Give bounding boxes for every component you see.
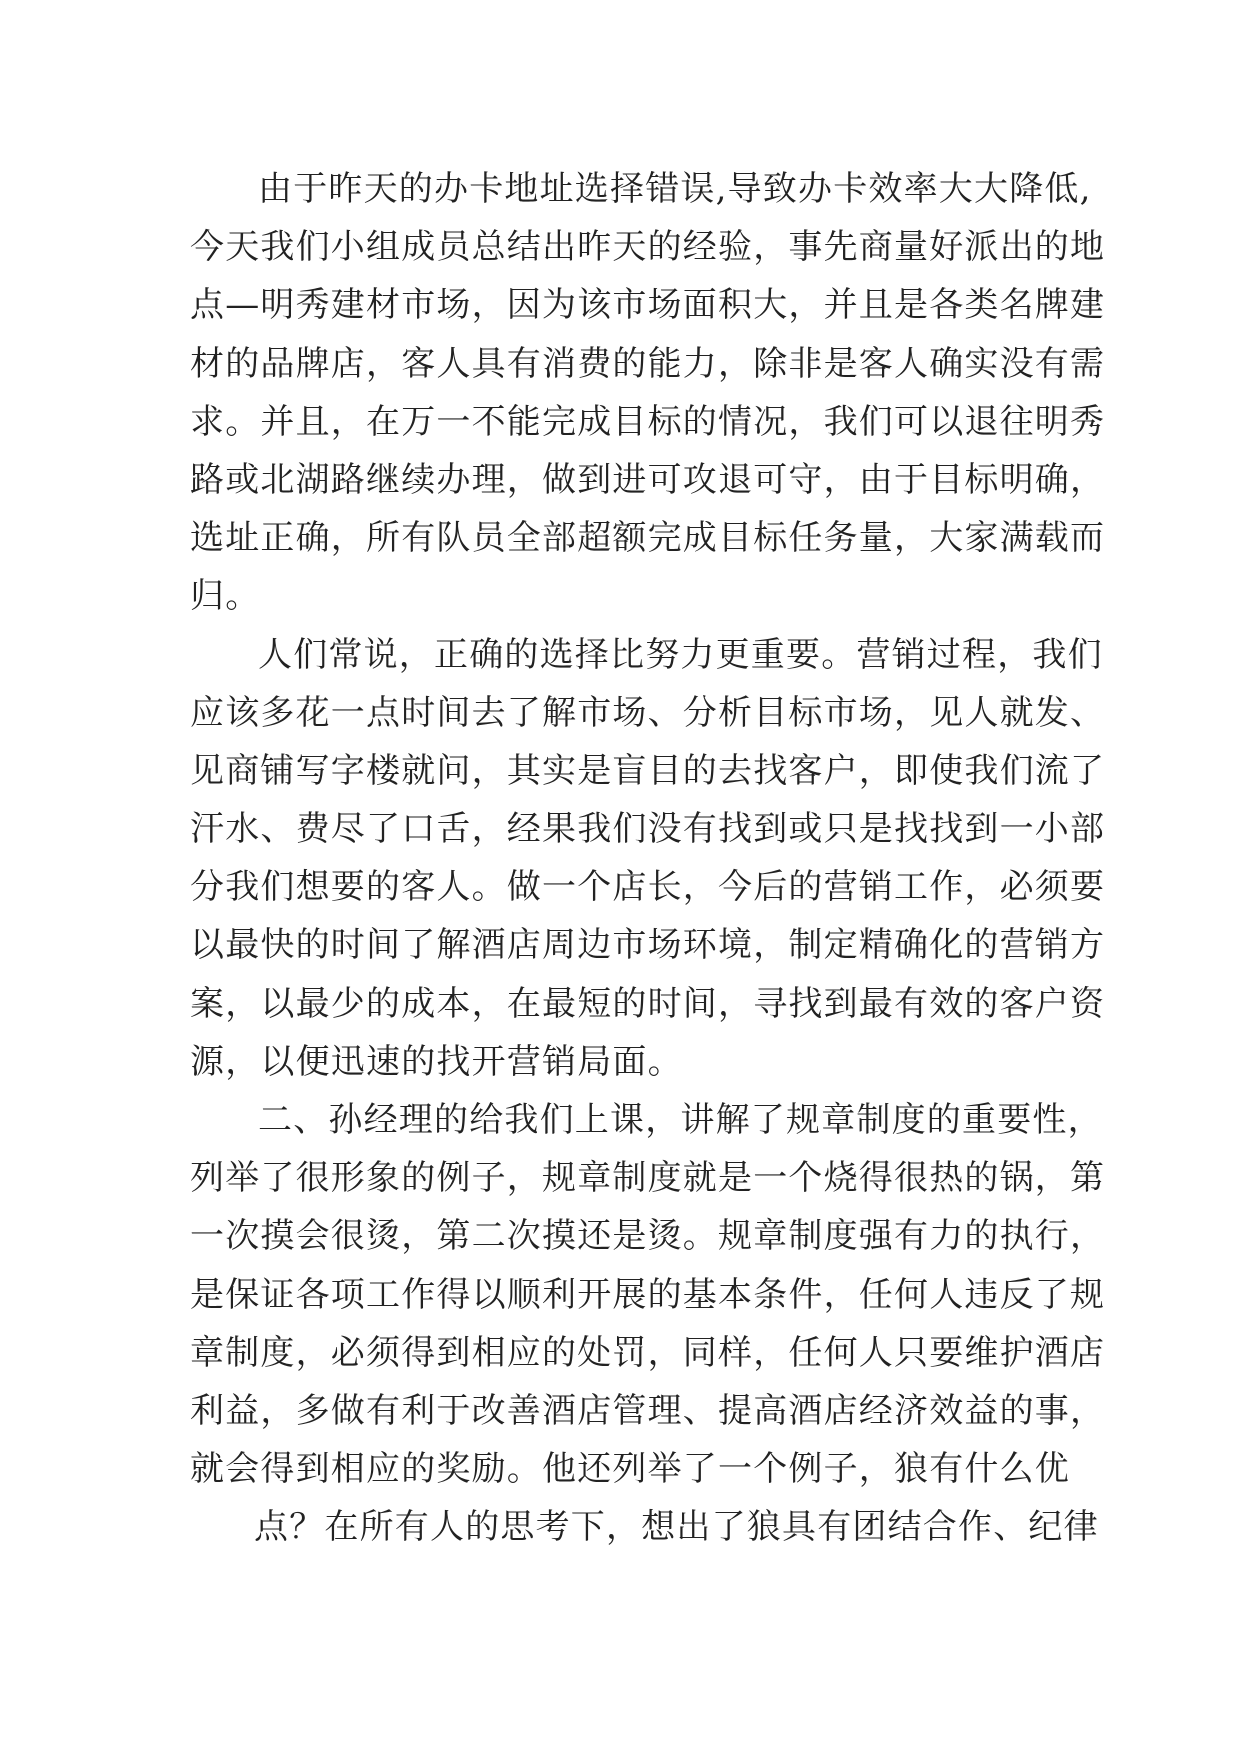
text-line: 汗水、费尽了口舌，经果我们没有找到或只是找找到一小部 [190,809,1106,850]
text-line: 源，以便迅速的找开营销局面。 [190,1041,683,1082]
text-line: 以最快的时间了解酒店周边市场环境，制定精确化的营销方 [190,925,1106,966]
text-line: 求。并且，在万一不能完成目标的情况，我们可以退往明秀 [190,401,1106,442]
text-line: 由于昨天的办卡地址选择错误,导致办卡效率大大降低, [258,169,1092,209]
text-line: 归。 [190,576,261,617]
body-text [190,160,1106,1557]
text-line: 路或北湖路继续办理，做到进可攻退可守，由于目标明确， [190,459,1106,500]
text-line: 材的品牌店，客人具有消费的能力，除非是客人确实没有需 [190,343,1106,384]
text-line: 列举了很形象的例子，规章制度就是一个烧得很热的锅，第 [190,1158,1106,1199]
text-line: 一次摸会很烫，第二次摸还是烫。规章制度强有力的执行， [190,1216,1106,1257]
text-line: 就会得到相应的奖励。他还列举了一个例子，狼有什么优 [190,1449,1070,1490]
text-line: 见商铺写字楼就问，其实是盲目的去找客户，即使我们流了 [190,750,1106,791]
text-line: 章制度，必须得到相应的处罚，同样，任何人只要维护酒店 [190,1332,1106,1373]
text-line: 分我们想要的客人。做一个店长，今后的营销工作，必须要 [190,867,1106,908]
text-line: 二、孙经理的给我们上课，讲解了规章制度的重要性， [258,1100,1103,1140]
text-line: 人们常说，正确的选择比努力更重要。营销过程，我们 [258,634,1103,675]
text-line: 利益，多做有利于改善酒店管理、提高酒店经济效益的事， [190,1390,1106,1431]
text-line: 今天我们小组成员总结出昨天的经验，事先商量好派出的地 [190,227,1106,268]
text-line: 点—明秀建材市场，因为该市场面积大，并且是各类名牌建 [190,285,1106,326]
text-line: 选址正确，所有队员全部超额完成目标任务量，大家满载而 [190,518,1106,559]
text-line: 案，以最少的成本，在最短的时间，寻找到最有效的客户资 [190,983,1106,1024]
text-line: 应该多花一点时间去了解市场、分析目标市场，见人就发、 [190,692,1106,733]
text-line: 点？在所有人的思考下，想出了狼具有团结合作、纪律 [254,1507,1099,1548]
text-line: 是保证各项工作得以顺利开展的基本条件，任何人违反了规 [190,1274,1106,1315]
